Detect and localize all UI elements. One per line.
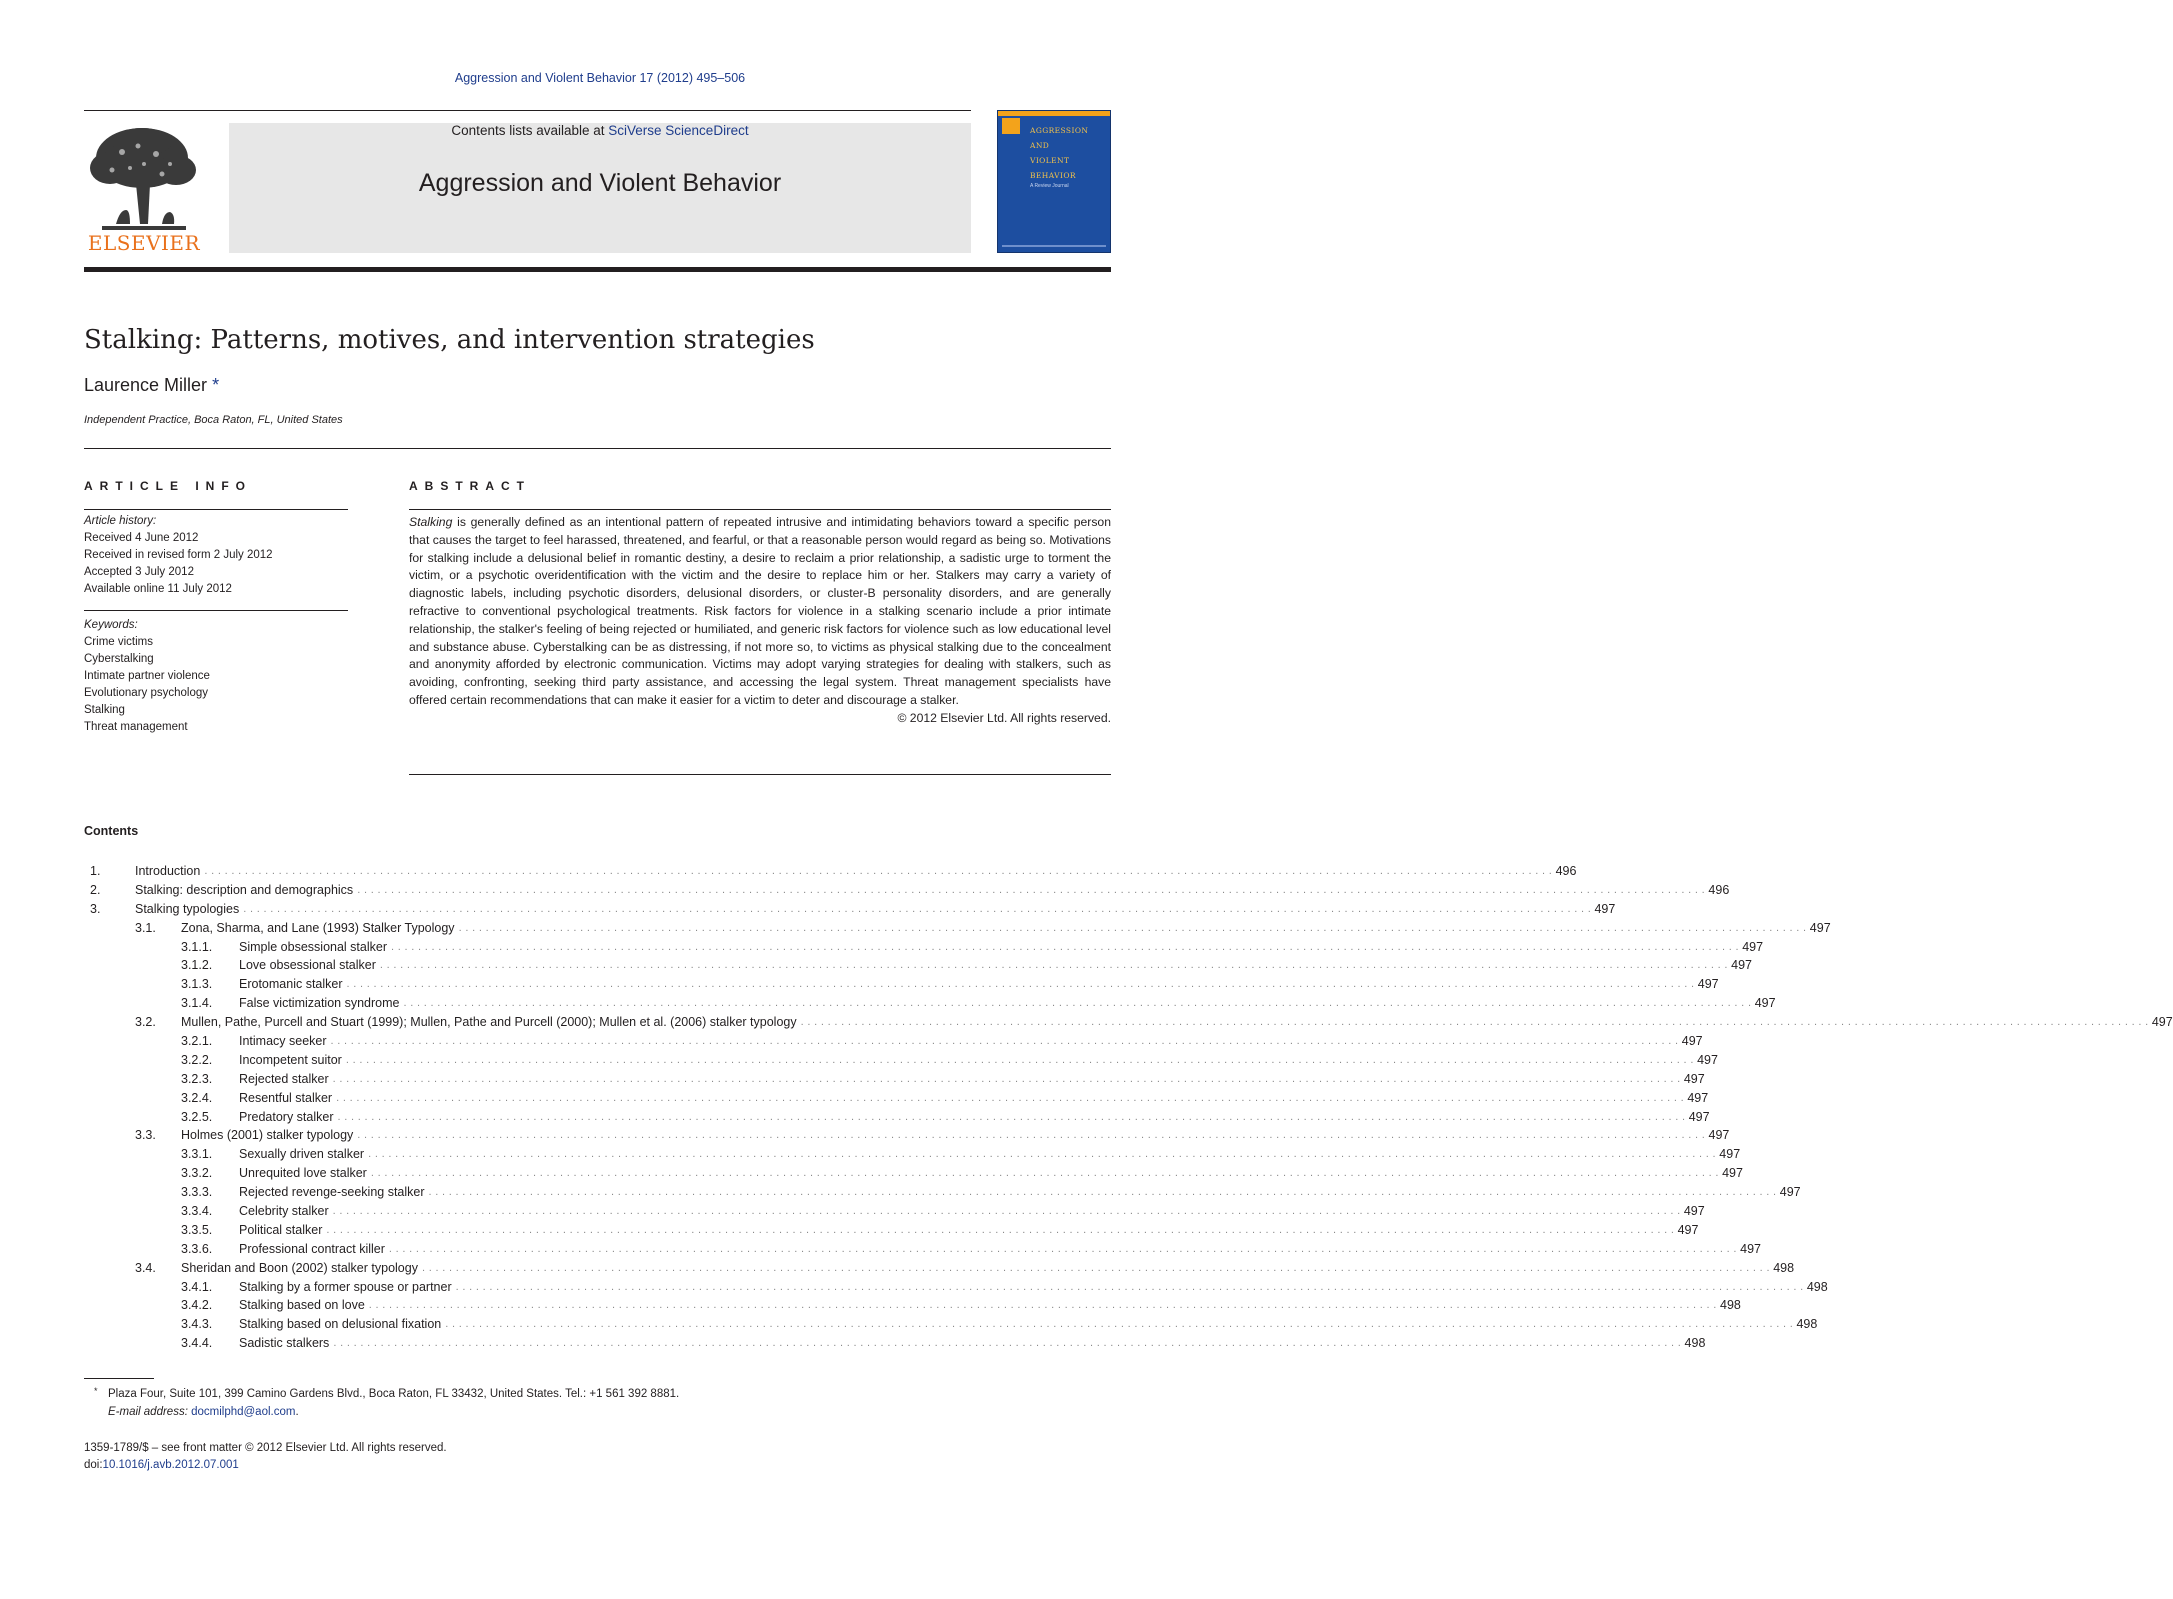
- toc-entry-page: 498: [1806, 1279, 1828, 1294]
- toc-entry-title: Love obsessional stalker: [239, 958, 376, 973]
- sciencedirect-link[interactable]: SciVerse ScienceDirect: [608, 123, 749, 138]
- author-line: [84, 375, 219, 396]
- toc-entry-page: 497: [1697, 977, 1719, 992]
- toc-entry-page: 497: [1687, 1090, 1709, 1105]
- elsevier-wordmark: ELSEVIER: [87, 231, 201, 255]
- toc-entry-number: 3.2.5.: [181, 1109, 213, 1124]
- toc-leader-dots: ........................................................................................................................................................................................................: [326, 1223, 1678, 1236]
- abstract-body: [409, 514, 1111, 710]
- affiliation-rule: [84, 448, 1111, 449]
- email-label: E-mail address:: [108, 1406, 188, 1418]
- toc-entry-number: 3.2.1.: [181, 1034, 213, 1049]
- toc-entry-page: 497: [1742, 939, 1764, 954]
- toc-entry-title: Stalking: description and demographics: [135, 882, 354, 897]
- author-footnote: [84, 1385, 679, 1421]
- toc-leader-dots: ........................................................................................................................................................................................................: [421, 1261, 1774, 1274]
- email-suffix: .: [295, 1406, 299, 1418]
- toc-entry-number: 3.3.1.: [181, 1147, 213, 1162]
- cover-elsevier-icon: [1002, 118, 1020, 134]
- toc-entry-title: Rejected revenge-seeking stalker: [239, 1185, 425, 1200]
- author-footnote-mark[interactable]: *: [212, 375, 220, 395]
- toc-entry-page: 497: [1594, 901, 1616, 916]
- toc-entry-title: Stalking based on delusional fixation: [239, 1317, 442, 1332]
- toc-leader-dots: ........................................................................................................................................................................................................: [445, 1318, 1797, 1331]
- toc-entry-page: 498: [1796, 1317, 1818, 1332]
- toc-entry-page: 497: [1683, 1071, 1705, 1086]
- toc-entry-number: 3.2.2.: [181, 1052, 213, 1067]
- toc-entry-title: Sadistic stalkers: [239, 1336, 330, 1351]
- article-info-rule: [84, 509, 348, 510]
- toc-entry[interactable]: [84, 977, 1719, 996]
- history-item: Available online 11 July 2012: [84, 583, 232, 595]
- toc-entry-title: Sheridan and Boon (2002) stalker typology: [181, 1260, 418, 1275]
- toc-entry-page: 498: [1684, 1336, 1706, 1351]
- contents-heading: Contents: [84, 824, 139, 838]
- masthead-rule: [84, 267, 1111, 272]
- toc-entry[interactable]: [84, 958, 1752, 977]
- history-item: Accepted 3 July 2012: [84, 566, 194, 578]
- toc-entry-page: 497: [1683, 1204, 1705, 1219]
- toc-entry-page: 496: [1708, 882, 1730, 897]
- article-history: [84, 513, 273, 598]
- toc-entry-title: Stalking by a former spouse or partner: [239, 1279, 452, 1294]
- toc-entry-page: 497: [1779, 1185, 1801, 1200]
- toc-entry[interactable]: [84, 1260, 1795, 1280]
- toc-entry-page: 497: [1697, 1052, 1718, 1067]
- toc-leader-dots: ........................................................................................................................................................................................................: [388, 1242, 1741, 1255]
- toc-leader-dots: ........................................................................................................................................................................................................: [336, 1091, 1688, 1104]
- toc-entry-number: 3.4.3.: [181, 1317, 213, 1332]
- toc-entry[interactable]: [84, 1109, 1710, 1129]
- toc-entry-title: Simple obsessional stalker: [239, 939, 387, 954]
- toc-entry-page: 497: [2151, 1015, 2173, 1030]
- keyword-item: Stalking: [84, 704, 125, 716]
- toc-entry-title: Stalking typologies: [135, 901, 240, 916]
- keywords-rule: [84, 610, 348, 611]
- footnote-symbol: *: [94, 1386, 98, 1396]
- toc-entry[interactable]: [84, 1185, 1801, 1204]
- cover-title-line: VIOLENT: [1030, 156, 1070, 165]
- toc-entry[interactable]: [84, 996, 1776, 1015]
- toc-entry-page: 497: [1754, 996, 1776, 1011]
- toc-entry-page: 498: [1720, 1298, 1741, 1313]
- toc-leader-dots: ........................................................................................................................................................................................................: [368, 1148, 1720, 1161]
- author-affiliation: Independent Practice, Boca Raton, FL, United States: [84, 414, 343, 426]
- doi-prefix: doi:: [84, 1459, 103, 1471]
- toc-entry-page: 498: [1773, 1260, 1795, 1275]
- toc-entry-title: Mullen, Pathe, Purcell and Stuart (1999); Mullen, Pathe and Purcell (2000); Mullen et al. (2006) stalker typology: [181, 1015, 797, 1030]
- journal-cover-thumbnail[interactable]: [997, 110, 1111, 253]
- toc-entry-title: Sexually driven stalker: [239, 1147, 365, 1162]
- cover-title-line: AGGRESSION: [1030, 126, 1089, 135]
- toc-entry[interactable]: [84, 1052, 1718, 1072]
- toc-entry-page: 497: [1722, 1166, 1743, 1181]
- top-rule: [84, 110, 971, 111]
- toc-entry-page: 497: [1719, 1147, 1741, 1162]
- cover-title: [1030, 123, 1108, 183]
- contents-prefix: Contents lists available at: [451, 123, 609, 138]
- article-title: Stalking: Patterns, motives, and intervention strategies: [84, 325, 815, 355]
- toc-entry[interactable]: [84, 1241, 1761, 1261]
- email-link[interactable]: docmilphd@aol.com: [191, 1406, 296, 1418]
- toc-leader-dots: ........................................................................................................................................................................................................: [204, 865, 1556, 877]
- footnote-email-line: [84, 1403, 679, 1421]
- history-item: Received in revised form 2 July 2012: [84, 549, 273, 561]
- toc-entry[interactable]: [84, 1015, 2173, 1034]
- toc-leader-dots: ........................................................................................................................................................................................................: [346, 978, 1698, 991]
- toc-entry[interactable]: [84, 1166, 1743, 1185]
- footnote-address: Plaza Four, Suite 101, 399 Camino Gardens Blvd., Boca Raton, FL 33432, United States. Tel.: +1 561 392 8881.: [108, 1388, 680, 1400]
- toc-leader-dots: ........................................................................................................................................................................................................: [332, 1205, 1684, 1218]
- keyword-item: Intimate partner violence: [84, 670, 210, 682]
- toc-entry[interactable]: [84, 1222, 1699, 1242]
- toc-leader-dots: ........................................................................................................................................................................................................: [800, 1016, 2152, 1029]
- toc-entry-title: False victimization syndrome: [239, 996, 400, 1011]
- toc-entry[interactable]: [84, 901, 1616, 921]
- journal-title: Aggression and Violent Behavior: [418, 169, 782, 197]
- toc-entry-number: 2.: [90, 882, 101, 897]
- keyword-item: Cyberstalking: [84, 653, 154, 665]
- contents-availability: [229, 123, 971, 138]
- toc-entry[interactable]: [84, 1317, 1818, 1336]
- abstract-body-text: is generally defined as an intentional pattern of repeated intrusive and intimidating behaviors toward a specific person that causes the target to feel harassed, threatened, and fearful, or that a reasonable person would regard as being so. Motivations for stalking include a delusional belief in romantic destiny, a desire to reclaim a prior relationship, a sadistic urge to torment the victim, or a psychotic overidentification with the victim and the desire to replace him or her. Stalkers may carry a variety of diagnostic labels, including psychotic disorders, delusional disorders, or cluster-B personality disorders, and are generally refractive to conventional psychological treatments. Risk factors for violence in a stalking scenario include a prior intimate relationship, the stalker's feeling of being rejected or humiliated, and generic risk factors for violence such as low educational level and substance abuse. Cyberstalking can be as distressing, if not more so, to victims as physical stalking due to the concealment and anonymity afforded by electronic communication. Victims may adopt varying strategies for dealing with stalkers, such as avoiding, confronting, seeking third party assistance, and accessing the legal system. Threat management specialists have offered certain recommendations that can make it easier for a victim to deter and discourage a stalker.: [409, 515, 1111, 707]
- toc-entry-title: Intimacy seeker: [239, 1034, 327, 1049]
- toc-entry-number: 3.1.3.: [181, 977, 213, 992]
- abstract-rule: [409, 509, 1111, 510]
- toc-entry[interactable]: [84, 1090, 1709, 1110]
- article-info-heading: ARTICLE INFO: [84, 479, 252, 493]
- issn-line: 1359-1789/$ – see front matter © 2012 Elsevier Ltd. All rights reserved.: [84, 1442, 447, 1454]
- cover-title-line: BEHAVIOR: [1030, 171, 1076, 180]
- toc-entry[interactable]: [84, 1128, 1730, 1147]
- keyword-item: Threat management: [84, 721, 188, 733]
- toc-entry-page: 497: [1681, 1034, 1703, 1049]
- keyword-item: Crime victims: [84, 636, 153, 648]
- toc-entry-number: 3.4.4.: [181, 1336, 213, 1351]
- toc-entry[interactable]: [84, 882, 1730, 902]
- toc-leader-dots: ........................................................................................................................................................................................................: [357, 883, 1709, 896]
- toc-entry-title: Zona, Sharma, and Lane (1993) Stalker Typology: [181, 920, 455, 935]
- toc-entry-number: 3.3.5.: [181, 1222, 213, 1237]
- cover-subtitle: A Review Journal: [1030, 183, 1069, 189]
- toc-entry-number: 3.3.4.: [181, 1204, 213, 1219]
- toc-entry-number: 3.4.: [135, 1260, 156, 1275]
- toc-entry[interactable]: [84, 1147, 1741, 1166]
- doi-link[interactable]: 10.1016/j.avb.2012.07.001: [102, 1459, 239, 1471]
- toc-entry-page: 497: [1688, 1109, 1710, 1124]
- cover-bottom-line: [1002, 245, 1106, 247]
- author-name: Laurence Miller: [84, 375, 208, 395]
- toc-entry[interactable]: [84, 920, 1831, 940]
- toc-entry[interactable]: [84, 1298, 1741, 1317]
- history-item: Received 4 June 2012: [84, 532, 199, 544]
- toc-entry[interactable]: [84, 1279, 1828, 1299]
- toc-leader-dots: ........................................................................................................................................................................................................: [370, 1167, 1723, 1180]
- toc-entry[interactable]: [84, 939, 1764, 959]
- toc-entry-title: Resentful stalker: [239, 1090, 333, 1105]
- toc-entry-title: Political stalker: [239, 1222, 323, 1237]
- toc-leader-dots: ........................................................................................................................................................................................................: [330, 1035, 1682, 1048]
- keywords: [84, 617, 210, 736]
- article-history-heading: Article history:: [84, 515, 157, 527]
- footnote-rule: [84, 1378, 154, 1379]
- toc-entry-title: Unrequited love stalker: [239, 1166, 367, 1181]
- toc-entry-number: 1.: [90, 864, 101, 878]
- toc-entry-title: Introduction: [135, 864, 201, 878]
- toc-entry-title: Celebrity stalker: [239, 1204, 329, 1219]
- cover-title-line: AND: [1030, 141, 1050, 150]
- abstract-copyright: © 2012 Elsevier Ltd. All rights reserved.: [897, 710, 1111, 725]
- toc-leader-dots: ........................................................................................................................................................................................................: [337, 1110, 1689, 1123]
- toc-entry-title: Professional contract killer: [239, 1241, 385, 1256]
- toc-entry-page: 496: [1555, 864, 1577, 878]
- toc-leader-dots: ........................................................................................................................................................................................................: [455, 1280, 1807, 1293]
- journal-citation[interactable]: Aggression and Violent Behavior 17 (2012) 495–506: [454, 71, 746, 85]
- toc-entry-title: Incompetent suitor: [239, 1052, 342, 1067]
- doi-line: [84, 1457, 447, 1474]
- toc-entry-number: 3.2.3.: [181, 1071, 213, 1086]
- toc-entry-title: Predatory stalker: [239, 1109, 334, 1124]
- toc-entry-title: Erotomanic stalker: [239, 977, 343, 992]
- toc-entry-number: 3.3.6.: [181, 1241, 213, 1256]
- abstract-text: [409, 514, 1111, 728]
- toc-entry-number: 3.: [90, 901, 101, 916]
- toc-entry-number: 3.3.: [135, 1128, 156, 1143]
- toc-entry-page: 497: [1677, 1222, 1699, 1237]
- toc-leader-dots: ........................................................................................................................................................................................................: [332, 1072, 1684, 1085]
- article-identifiers: [84, 1440, 447, 1474]
- toc-leader-dots: ........................................................................................................................................................................................................: [403, 997, 1755, 1010]
- toc-leader-dots: ........................................................................................................................................................................................................: [368, 1299, 1721, 1312]
- toc-entry-number: 3.4.1.: [181, 1279, 213, 1294]
- toc-entry-page: 497: [1708, 1128, 1730, 1143]
- toc-entry[interactable]: [84, 1071, 1705, 1091]
- toc-entry-title: Holmes (2001) stalker typology: [181, 1128, 354, 1143]
- toc-entry[interactable]: [84, 1336, 1706, 1355]
- toc-entry-page: 497: [1809, 920, 1831, 935]
- toc-entry-title: Rejected stalker: [239, 1071, 329, 1086]
- toc-leader-dots: ........................................................................................................................................................................................................: [379, 959, 1732, 972]
- toc-leader-dots: ........................................................................................................................................................................................................: [391, 940, 1743, 953]
- toc-leader-dots: ........................................................................................................................................................................................................: [243, 902, 1595, 915]
- cover-top-band: [998, 111, 1110, 116]
- toc-leader-dots: ........................................................................................................................................................................................................: [428, 1186, 1780, 1199]
- toc-entry-number: 3.1.2.: [181, 958, 213, 973]
- toc-entry[interactable]: [84, 864, 1577, 883]
- toc-leader-dots: ........................................................................................................................................................................................................: [458, 921, 1810, 934]
- abstract-heading: ABSTRACT: [409, 479, 531, 493]
- toc-entry-page: 497: [1740, 1241, 1761, 1256]
- toc-leader-dots: ........................................................................................................................................................................................................: [357, 1129, 1709, 1142]
- toc-leader-dots: ........................................................................................................................................................................................................: [333, 1337, 1685, 1350]
- toc-entry-number: 3.1.1.: [181, 939, 213, 954]
- toc-entry-number: 3.4.2.: [181, 1298, 213, 1313]
- keyword-item: Evolutionary psychology: [84, 687, 209, 699]
- abstract-end-rule: [409, 774, 1111, 775]
- abstract-lead-term: Stalking: [409, 515, 453, 529]
- toc-entry-number: 3.3.3.: [181, 1185, 213, 1200]
- table-of-contents: [84, 864, 2173, 1355]
- toc-entry-title: Stalking based on love: [239, 1298, 365, 1313]
- toc-entry-page: 497: [1731, 958, 1752, 973]
- toc-entry-number: 3.2.4.: [181, 1090, 213, 1105]
- toc-entry[interactable]: [84, 1034, 1703, 1053]
- keywords-heading: Keywords:: [84, 619, 138, 631]
- toc-entry-number: 3.2.: [135, 1015, 156, 1030]
- journal-masthead: [229, 123, 971, 253]
- toc-entry-number: 3.3.2.: [181, 1166, 213, 1181]
- toc-entry-number: 3.1.4.: [181, 996, 213, 1011]
- toc-entry[interactable]: [84, 1204, 1705, 1223]
- toc-leader-dots: ........................................................................................................................................................................................................: [345, 1053, 1698, 1066]
- toc-entry-number: 3.1.: [135, 920, 156, 935]
